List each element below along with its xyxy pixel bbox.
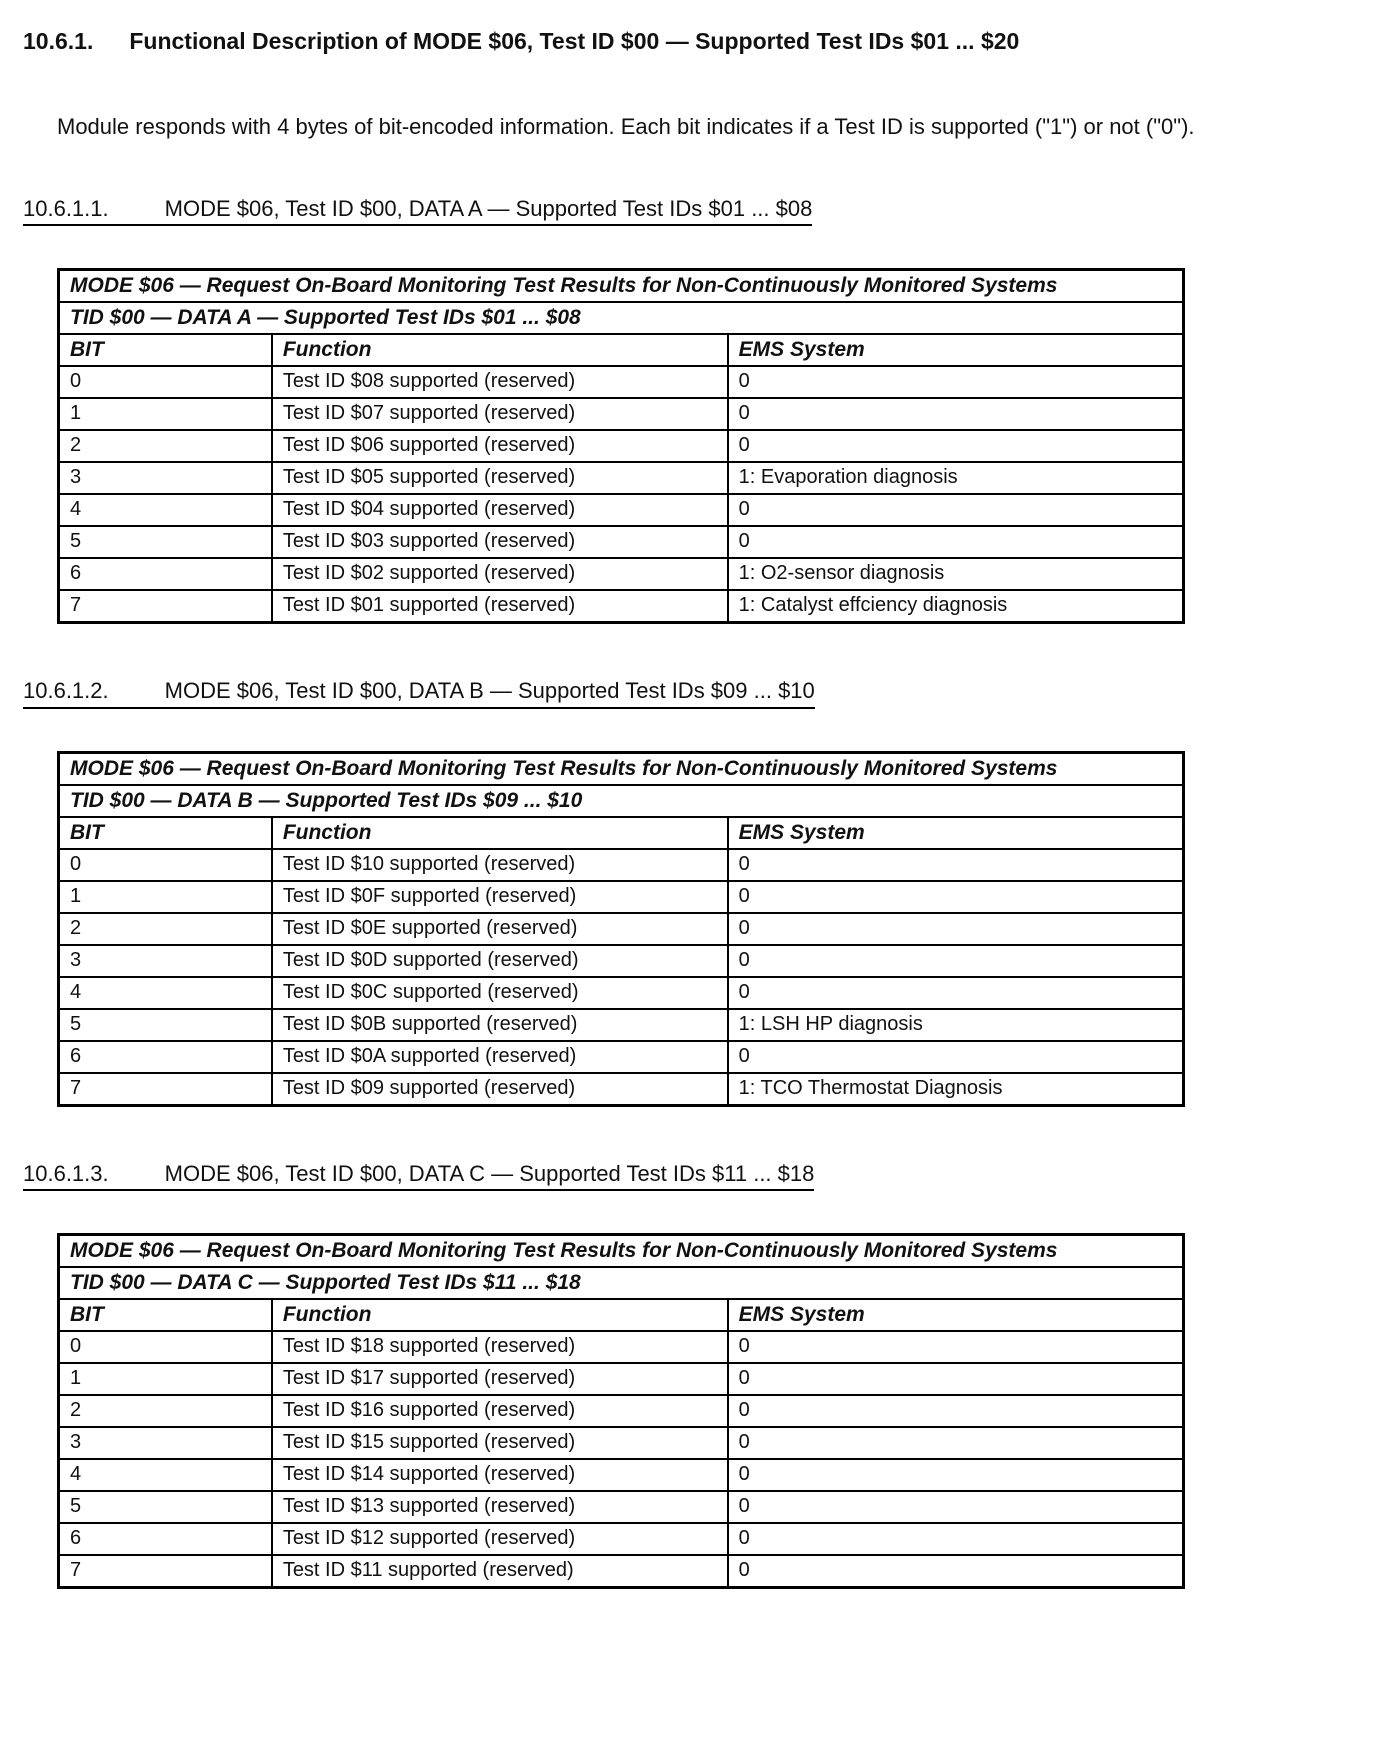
table-cell: 0 bbox=[728, 1491, 1184, 1523]
table-cell: 1 bbox=[59, 398, 272, 430]
table-cell: 1: TCO Thermostat Diagnosis bbox=[728, 1073, 1184, 1106]
table-cell: 0 bbox=[728, 977, 1184, 1009]
column-header-bit: BIT bbox=[59, 817, 272, 849]
table-cell: 0 bbox=[59, 849, 272, 881]
table-cell: 6 bbox=[59, 1523, 272, 1555]
table-subtitle-row bbox=[59, 1267, 1184, 1299]
table-cell: 0 bbox=[728, 1041, 1184, 1073]
table-cell: 7 bbox=[59, 1555, 272, 1588]
table-title-row bbox=[59, 1235, 1184, 1268]
table-cell: Test ID $11 supported (reserved) bbox=[272, 1555, 728, 1588]
table-cell: 0 bbox=[728, 849, 1184, 881]
table-row bbox=[59, 590, 1184, 623]
table-cell: Test ID $10 supported (reserved) bbox=[272, 849, 728, 881]
table-cell: Test ID $06 supported (reserved) bbox=[272, 430, 728, 462]
table-row bbox=[59, 526, 1184, 558]
table-row bbox=[59, 849, 1184, 881]
table-cell: 0 bbox=[728, 1331, 1184, 1363]
table-cell: 1: Evaporation diagnosis bbox=[728, 462, 1184, 494]
table-row bbox=[59, 1041, 1184, 1073]
table-cell: Test ID $0D supported (reserved) bbox=[272, 945, 728, 977]
section-data-b bbox=[23, 678, 1352, 1106]
table-cell: 0 bbox=[728, 430, 1184, 462]
mode06-table-data-b bbox=[57, 751, 1185, 1107]
table-cell: 1 bbox=[59, 1363, 272, 1395]
table-cell: Test ID $0B supported (reserved) bbox=[272, 1009, 728, 1041]
subsection-heading-b bbox=[23, 678, 1352, 708]
table-cell: 0 bbox=[728, 1459, 1184, 1491]
table-title-row bbox=[59, 270, 1184, 303]
table-body bbox=[59, 1331, 1184, 1588]
table-row bbox=[59, 398, 1184, 430]
table-row bbox=[59, 1459, 1184, 1491]
table-cell: 0 bbox=[59, 366, 272, 398]
table-cell: 7 bbox=[59, 590, 272, 623]
mode06-table-data-a bbox=[57, 268, 1185, 624]
table-cell: 4 bbox=[59, 977, 272, 1009]
table-cell: 3 bbox=[59, 1427, 272, 1459]
table-row bbox=[59, 977, 1184, 1009]
column-header-function: Function bbox=[272, 1299, 728, 1331]
table-column-header-row bbox=[59, 334, 1184, 366]
table-cell: 3 bbox=[59, 945, 272, 977]
table-cell: Test ID $0F supported (reserved) bbox=[272, 881, 728, 913]
table-cell: 1: O2-sensor diagnosis bbox=[728, 558, 1184, 590]
table-cell: 0 bbox=[728, 881, 1184, 913]
table-row bbox=[59, 430, 1184, 462]
table-cell: 0 bbox=[728, 1555, 1184, 1588]
section-data-a bbox=[23, 196, 1352, 624]
table-cell: 5 bbox=[59, 526, 272, 558]
column-header-ems-system: EMS System bbox=[728, 334, 1184, 366]
table-cell: 0 bbox=[728, 1363, 1184, 1395]
table-cell: Test ID $16 supported (reserved) bbox=[272, 1395, 728, 1427]
table-cell: 4 bbox=[59, 494, 272, 526]
table-cell: 1: Catalyst effciency diagnosis bbox=[728, 590, 1184, 623]
table-row bbox=[59, 1073, 1184, 1106]
intro-paragraph: Module responds with 4 bytes of bit-encoded information. Each bit indicates if a Test ID is supported ("1") or not ("0"). bbox=[57, 113, 1195, 139]
table-cell: Test ID $14 supported (reserved) bbox=[272, 1459, 728, 1491]
page-heading bbox=[23, 28, 1352, 56]
table-row bbox=[59, 1523, 1184, 1555]
heading-number: 10.6.1. bbox=[23, 28, 94, 54]
table-title: MODE $06 — Request On-Board Monitoring Test Results for Non-Continuously Monitored Systems bbox=[59, 270, 1184, 303]
table-row bbox=[59, 1331, 1184, 1363]
subsection-title: MODE $06, Test ID $00, DATA C — Supported Test IDs $11 ... $18 bbox=[164, 1160, 815, 1186]
table-row bbox=[59, 913, 1184, 945]
table-row bbox=[59, 1491, 1184, 1523]
table-cell: Test ID $07 supported (reserved) bbox=[272, 398, 728, 430]
table-cell: 0 bbox=[728, 1523, 1184, 1555]
table-cell: 3 bbox=[59, 462, 272, 494]
table-cell: 0 bbox=[728, 1395, 1184, 1427]
table-body bbox=[59, 849, 1184, 1106]
table-cell: Test ID $04 supported (reserved) bbox=[272, 494, 728, 526]
column-header-ems-system: EMS System bbox=[728, 1299, 1184, 1331]
table-title: MODE $06 — Request On-Board Monitoring Test Results for Non-Continuously Monitored Systems bbox=[59, 752, 1184, 785]
table-row bbox=[59, 945, 1184, 977]
table-cell: 0 bbox=[728, 526, 1184, 558]
table-cell: 0 bbox=[728, 494, 1184, 526]
table-cell: 4 bbox=[59, 1459, 272, 1491]
table-cell: 1 bbox=[59, 881, 272, 913]
table-cell: 1: LSH HP diagnosis bbox=[728, 1009, 1184, 1041]
table-row bbox=[59, 1427, 1184, 1459]
table-row bbox=[59, 1395, 1184, 1427]
table-cell: 6 bbox=[59, 1041, 272, 1073]
table-cell: 2 bbox=[59, 430, 272, 462]
column-header-function: Function bbox=[272, 817, 728, 849]
subsection-heading-a bbox=[23, 196, 1352, 226]
table-row bbox=[59, 1555, 1184, 1588]
table-cell: 0 bbox=[59, 1331, 272, 1363]
table-cell: 0 bbox=[728, 398, 1184, 430]
table-cell: 0 bbox=[728, 913, 1184, 945]
table-cell: Test ID $09 supported (reserved) bbox=[272, 1073, 728, 1106]
table-cell: Test ID $05 supported (reserved) bbox=[272, 462, 728, 494]
table-column-header-row bbox=[59, 817, 1184, 849]
column-header-bit: BIT bbox=[59, 334, 272, 366]
table-cell: Test ID $03 supported (reserved) bbox=[272, 526, 728, 558]
table-cell: 0 bbox=[728, 366, 1184, 398]
subsection-title: MODE $06, Test ID $00, DATA A — Supported Test IDs $01 ... $08 bbox=[164, 195, 813, 221]
table-cell: Test ID $15 supported (reserved) bbox=[272, 1427, 728, 1459]
section-data-c bbox=[23, 1161, 1352, 1589]
table-subtitle: TID $00 — DATA B — Supported Test IDs $09 ... $10 bbox=[59, 785, 1184, 817]
heading-title: Functional Description of MODE $06, Test ID $00 — Supported Test IDs $01 ... $20 bbox=[129, 28, 1020, 54]
table-cell: 5 bbox=[59, 1009, 272, 1041]
table-column-header-row bbox=[59, 1299, 1184, 1331]
subsection-number: 10.6.1.3. bbox=[23, 1160, 109, 1186]
table-title: MODE $06 — Request On-Board Monitoring Test Results for Non-Continuously Monitored Systems bbox=[59, 1235, 1184, 1268]
table-cell: Test ID $01 supported (reserved) bbox=[272, 590, 728, 623]
table-subtitle: TID $00 — DATA C — Supported Test IDs $11 ... $18 bbox=[59, 1267, 1184, 1299]
table-row bbox=[59, 881, 1184, 913]
column-header-bit: BIT bbox=[59, 1299, 272, 1331]
table-cell: Test ID $0E supported (reserved) bbox=[272, 913, 728, 945]
table-subtitle: TID $00 — DATA A — Supported Test IDs $01 ... $08 bbox=[59, 302, 1184, 334]
table-cell: 6 bbox=[59, 558, 272, 590]
subsection-title: MODE $06, Test ID $00, DATA B — Supported Test IDs $09 ... $10 bbox=[164, 678, 815, 704]
table-cell: Test ID $0C supported (reserved) bbox=[272, 977, 728, 1009]
subsection-heading-c bbox=[23, 1161, 1352, 1191]
subsection-number: 10.6.1.1. bbox=[23, 195, 109, 221]
table-row bbox=[59, 462, 1184, 494]
subsection-number: 10.6.1.2. bbox=[23, 678, 109, 704]
table-title-row bbox=[59, 752, 1184, 785]
table-cell: Test ID $13 supported (reserved) bbox=[272, 1491, 728, 1523]
table-cell: Test ID $17 supported (reserved) bbox=[272, 1363, 728, 1395]
table-cell: 2 bbox=[59, 913, 272, 945]
table-cell: Test ID $12 supported (reserved) bbox=[272, 1523, 728, 1555]
table-row bbox=[59, 1009, 1184, 1041]
table-body bbox=[59, 366, 1184, 623]
table-row bbox=[59, 494, 1184, 526]
table-cell: Test ID $18 supported (reserved) bbox=[272, 1331, 728, 1363]
table-cell: 7 bbox=[59, 1073, 272, 1106]
mode06-table-data-c bbox=[57, 1233, 1185, 1589]
table-cell: 2 bbox=[59, 1395, 272, 1427]
table-cell: Test ID $0A supported (reserved) bbox=[272, 1041, 728, 1073]
column-header-ems-system: EMS System bbox=[728, 817, 1184, 849]
table-cell: 0 bbox=[728, 1427, 1184, 1459]
table-cell: 5 bbox=[59, 1491, 272, 1523]
table-cell: Test ID $08 supported (reserved) bbox=[272, 366, 728, 398]
table-row bbox=[59, 1363, 1184, 1395]
table-subtitle-row bbox=[59, 302, 1184, 334]
table-cell: Test ID $02 supported (reserved) bbox=[272, 558, 728, 590]
column-header-function: Function bbox=[272, 334, 728, 366]
table-subtitle-row bbox=[59, 785, 1184, 817]
table-cell: 0 bbox=[728, 945, 1184, 977]
table-row bbox=[59, 366, 1184, 398]
table-row bbox=[59, 558, 1184, 590]
